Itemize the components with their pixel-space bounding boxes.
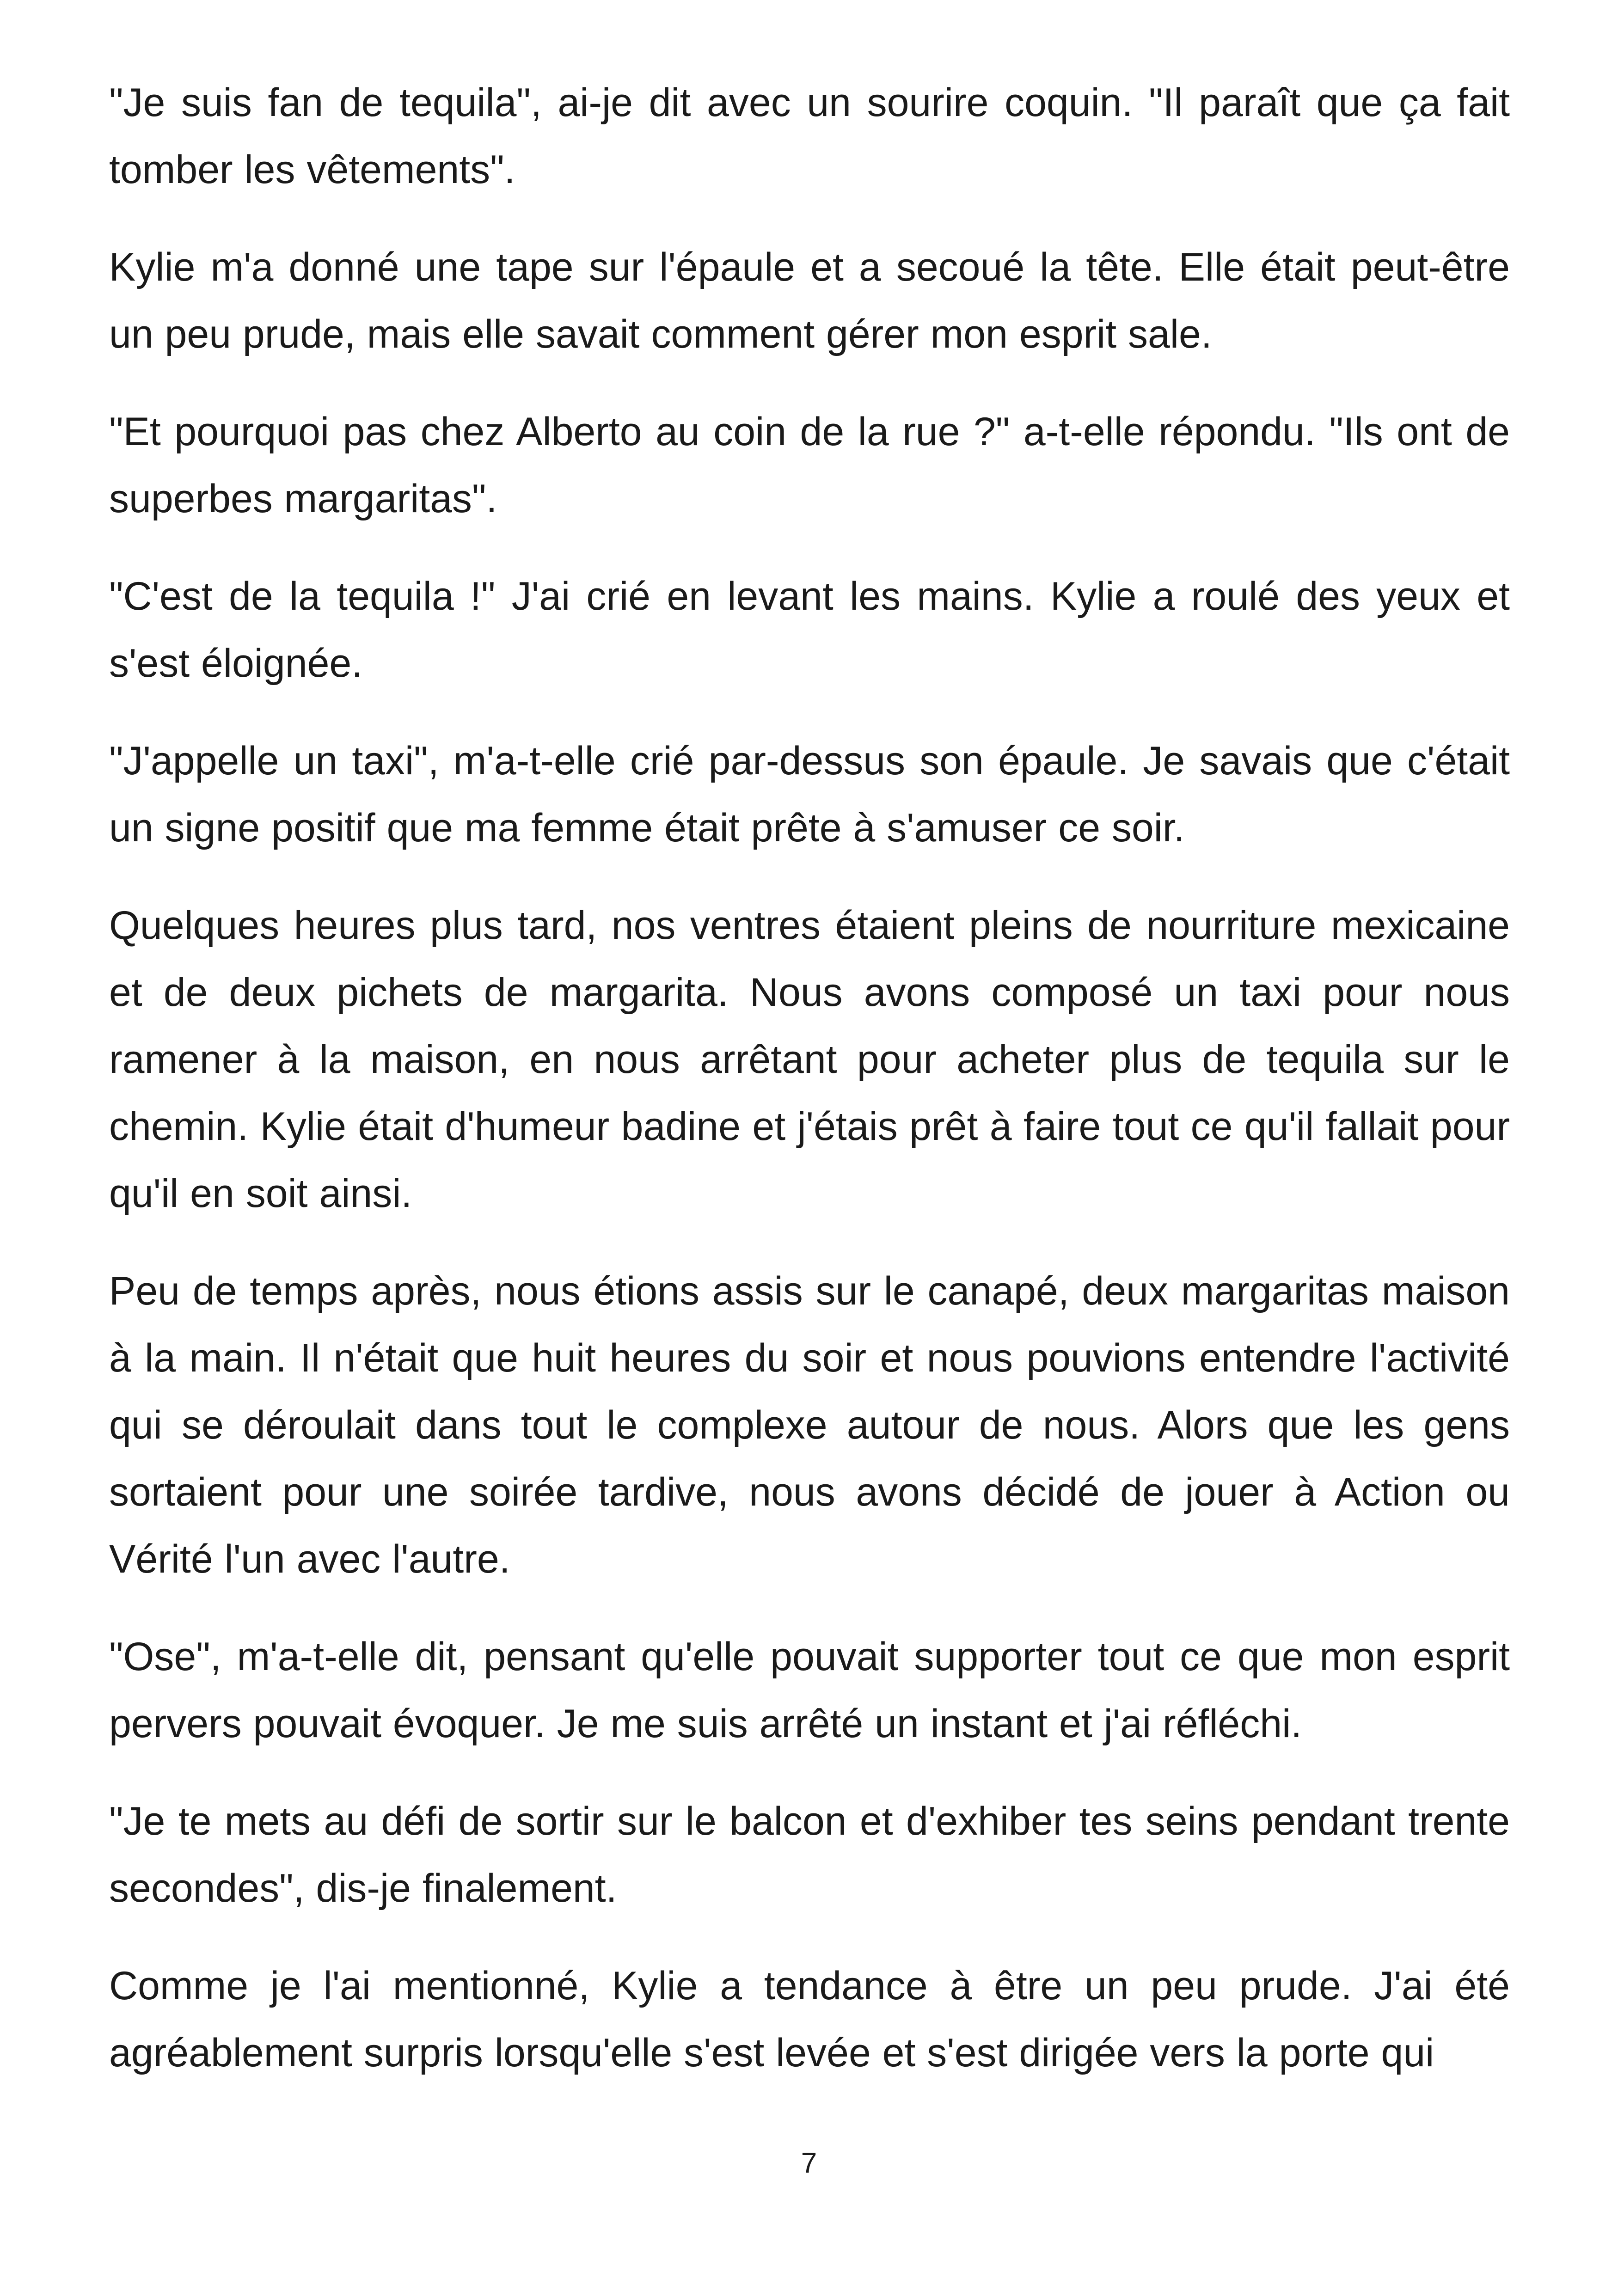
paragraph: "Je suis fan de tequila", ai-je dit avec un sourire coquin. "Il paraît que ça fait tomber les vêtements". (109, 80, 1510, 192)
paragraph: "Et pourquoi pas chez Alberto au coin de la rue ?" a-t-elle répondu. "Ils ont de superbes margaritas". (109, 410, 1510, 521)
page-number: 7 (801, 2147, 817, 2179)
paragraph: "C'est de la tequila !" J'ai crié en levant les mains. Kylie a roulé des yeux et s'est éloignée. (109, 574, 1510, 686)
page-body (109, 69, 1510, 2117)
paragraph: Quelques heures plus tard, nos ventres étaient pleins de nourriture mexicaine et de deux pichets de margarita. Nous avons composé un taxi pour nous ramener à la maison, en nous arrêtant pour acheter plus de tequila sur le chemin. Kylie était d'humeur badine et j'étais prêt à faire tout ce qu'il fallait pour qu'il en soit ainsi. (109, 903, 1510, 1216)
paragraph: Peu de temps après, nous étions assis sur le canapé, deux margaritas maison à la main. Il n'était que huit heures du soir et nous pouvions entendre l'activité qui se déroulait dans tout le complexe autour de nous. Alors que les gens sortaient pour une soirée tardive, nous avons décidé de jouer à Action ou Vérité l'un avec l'autre. (109, 1269, 1510, 1581)
paragraph: Kylie m'a donné une tape sur l'épaule et a secoué la tête. Elle était peut-être un peu prude, mais elle savait comment gérer mon esprit sale. (109, 245, 1510, 356)
paragraph: "J'appelle un taxi", m'a-t-elle crié par-dessus son épaule. Je savais que c'était un signe positif que ma femme était prête à s'amuser ce soir. (109, 739, 1510, 850)
paragraph: Comme je l'ai mentionné, Kylie a tendance à être un peu prude. J'ai été agréablement surpris lorsqu'elle s'est levée et s'est dirigée vers la porte qui (109, 1964, 1510, 2075)
paragraph: "Je te mets au défi de sortir sur le balcon et d'exhiber tes seins pendant trente secondes", dis-je finalement. (109, 1799, 1510, 1910)
paragraph: "Ose", m'a-t-elle dit, pensant qu'elle pouvait supporter tout ce que mon esprit pervers pouvait évoquer. Je me suis arrêté un instant et j'ai réfléchi. (109, 1635, 1510, 1746)
